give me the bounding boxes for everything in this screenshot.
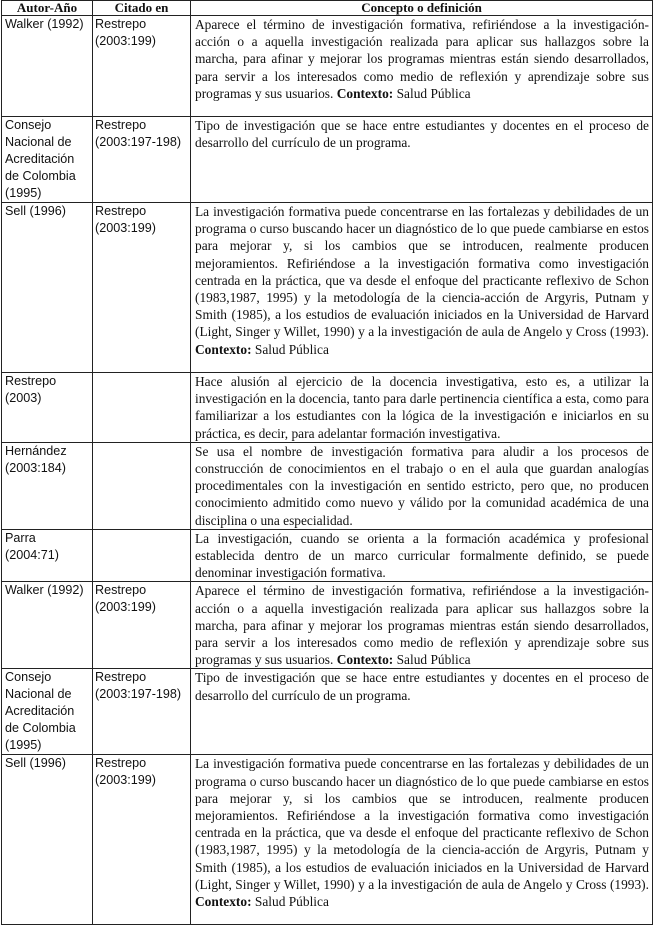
table-row [2,529,653,582]
table-row [2,442,653,529]
context-label: Contexto: [195,341,252,357]
context-value: Salud Pública [396,652,471,668]
header-cited-in: Citado en [93,1,191,16]
cited-cell [93,529,191,582]
author-cell: Sell (1996) [2,755,93,925]
header-concept: Concepto o definición [191,1,653,16]
author-cell: Restrepo (2003) [2,373,93,443]
concept-cell [191,16,653,117]
cited-cell: Restrepo (2003:199) [93,16,191,117]
author-cell: Consejo Nacional de Acreditación de Colombia (1995) [2,117,93,203]
cited-cell [93,442,191,529]
table-row [2,117,653,203]
concept-cell [191,373,653,443]
definitions-table [1,0,653,925]
concept-cell [191,755,653,925]
table-row [2,669,653,755]
context-value: Salud Pública [254,894,329,910]
context-label: Contexto: [336,652,394,668]
concept-text: La investigación formativa puede concentrarse en las fortalezas y debilidades de un programa o curso buscando hacer un diagnóstico de lo que puede cambiarse en estos para mejorar y, si los cambios que se introducen, realmente producen mejoramientos. Refiriéndose a la investigación formativa como investigación centrada en la práctica, que va desde el enfoque del practicante reflexivo de Schon (1983,1987, 1995) y la metodología de la ciencia-acción de Argyris, Putnam y Smith (1985), a los estudios de evaluación iniciados en la Universidad de Harvard (Light, Singer y Willet, 1990) y a la investigación de aula de Angelo y Cross (1993). [195,756,649,892]
cited-cell [93,373,191,443]
concept-text: Se usa el nombre de investigación formativa para aludir a los procesos de construcción de conocimientos en el trabajo o en el aula que guardan analogías procedimentales con la investigación en sentido estricto, pero que, no producen conocimiento admitido como nuevo y válido por la comunidad académica de una disciplina o una especialidad. [195,443,649,528]
author-cell: Hernández (2003:184) [2,442,93,529]
context-label: Contexto: [336,85,394,101]
concept-cell [191,203,653,373]
concept-text: La investigación, cuando se orienta a la formación académica y profesional establecida dentro de un marco curricular formalmente definido, se puede denominar investigación formativa. [195,530,649,581]
author-cell: Sell (1996) [2,203,93,373]
author-cell: Walker (1992) [2,582,93,669]
concept-cell [191,117,653,203]
table-row [2,16,653,117]
table-row [2,582,653,669]
concept-cell [191,582,653,669]
context-value: Salud Pública [396,85,471,101]
table-row [2,755,653,925]
context-value: Salud Pública [254,341,329,357]
cited-cell: Restrepo (2003:199) [93,203,191,373]
header-row [2,1,653,16]
concept-text: Tipo de investigación que se hace entre estudiantes y docentes en el proceso de desarrollo del currículo de un programa. [195,118,649,151]
concept-cell [191,529,653,582]
table-row [2,373,653,443]
context-label: Contexto: [195,894,252,910]
concept-text: Hace alusión al ejercicio de la docencia investigativa, esto es, a utilizar la investigación en la docencia, tanto para darle pertinencia científica a esta, como para familiarizar a los estudiantes con la lógica de la investigación e iniciarlos en su práctica, es decir, para adelantar formación investigativa. [195,374,649,441]
concept-text: Aparece el término de investigación formativa, refiriéndose a la investigación-acción o a aquella investigación realizada para aplicar sus hallazgos sobre la marcha, para afinar y mejorar los programas mientras están siendo desarrollados, para servir a los interesados como medio de reflexión y aprendizaje sobre sus programas y sus usuarios. [195,583,649,668]
author-cell: Walker (1992) [2,16,93,117]
header-author-year: Autor-Año [2,1,93,16]
concept-text: La investigación formativa puede concentrarse en las fortalezas y debilidades de un programa o curso buscando hacer un diagnóstico de lo que puede cambiarse en estos para mejorar y, si los cambios que se introducen, realmente producen mejoramientos. Refiriéndose a la investigación formativa como investigación centrada en la práctica, que va desde el enfoque del practicante reflexivo de Schon (1983,1987, 1995) y la metodología de la ciencia-acción de Argyris, Putnam y Smith (1985), a los estudios de evaluación iniciados en la Universidad de Harvard (Light, Singer y Willet, 1990) y a la investigación de aula de Angelo y Cross (1993). [195,204,649,340]
author-cell: Parra (2004:71) [2,529,93,582]
concept-cell [191,669,653,755]
cited-cell: Restrepo (2003:197-198) [93,669,191,755]
table-row [2,203,653,373]
concept-text: Aparece el término de investigación formativa, refiriéndose a la investigación-acción o a aquella investigación realizada para aplicar sus hallazgos sobre la marcha, para afinar y mejorar los programas mientras están siendo desarrollados, para servir a los interesados como medio de reflexión y aprendizaje sobre sus programas y sus usuarios. [195,17,649,101]
concept-cell [191,442,653,529]
cited-cell: Restrepo (2003:197-198) [93,117,191,203]
concept-text: Tipo de investigación que se hace entre estudiantes y docentes en el proceso de desarrollo del currículo de un programa. [195,670,649,703]
cited-cell: Restrepo (2003:199) [93,755,191,925]
author-cell: Consejo Nacional de Acreditación de Colombia (1995) [2,669,93,755]
cited-cell: Restrepo (2003:199) [93,582,191,669]
